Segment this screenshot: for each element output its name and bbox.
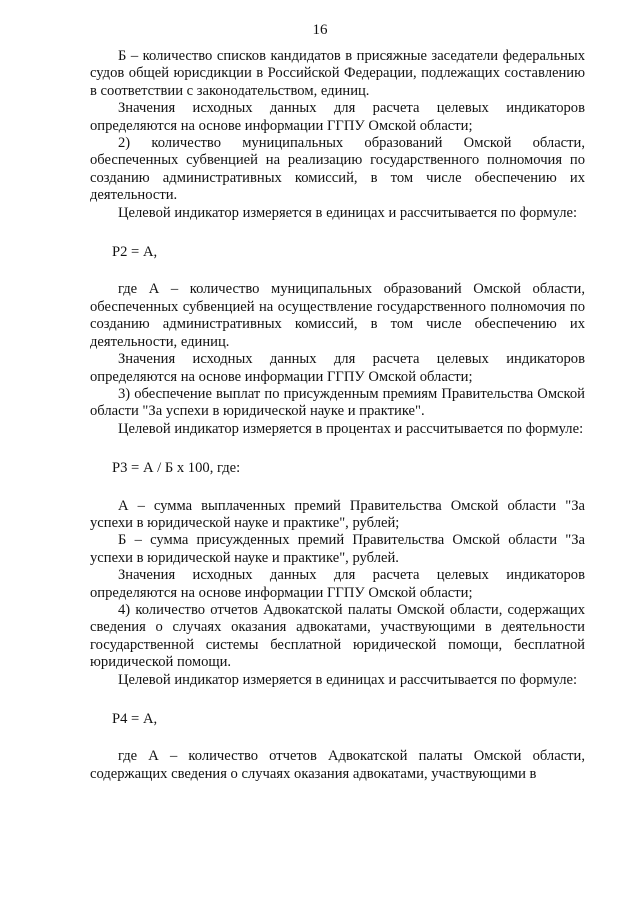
- paragraph-measure-note-3: Целевой индикатор измеряется в единицах и рассчитывается по формуле:: [118, 671, 578, 688]
- paragraph-measure-note-1: Целевой индикатор измеряется в единицах и рассчитывается по формуле:: [118, 204, 578, 221]
- paragraph-measure-note-2: Целевой индикатор измеряется в процентах и рассчитывается по формуле:: [118, 420, 584, 437]
- paragraph-b-definition: Б – количество списков кандидатов в присяжные заседатели федеральных судов общей юрисдикции в Российской Федерации, подлежащих составлению в соответствии с законодательством, единиц.: [90, 48, 585, 99]
- paragraph-a-definition-2: А – сумма выплаченных премий Правительства Омской области "За успехи в юридической науке и практике", рублей;: [90, 497, 585, 531]
- page-number: 16: [312, 22, 328, 38]
- formula-p2: Р2 = А,: [112, 244, 158, 261]
- paragraph-source-note-1: Значения исходных данных для расчета целевых индикаторов определяются на основе информации ГГПУ Омской области;: [90, 100, 585, 134]
- formula-p4: Р4 = А,: [112, 711, 158, 727]
- paragraph-b-definition-2: Б – сумма присужденных премий Правительства Омской области "За успехи в юридической науке и практике", рублей.: [90, 532, 585, 566]
- formula-p3: Р3 = А / Б х 100, где:: [112, 460, 241, 477]
- paragraph-indicator-2: 2) количество муниципальных образований Омской области, обеспеченных субвенцией на реализацию государственного полномочия по созданию административных комиссий, в том числе обеспечению их деятельности.: [90, 135, 585, 204]
- document-body: [90, 48, 585, 783]
- paragraph-indicator-3: 3) обеспечение выплат по присужденным премиям Правительства Омской области "За успехи в юридической науке и практике".: [90, 385, 585, 420]
- paragraph-indicator-4: 4) количество отчетов Адвокатской палаты Омской области, содержащих сведения о случаях оказания адвокатами, участвующими в деятельности государственной системы бесплатной юридической помощи, бесплатной юридической помощи.: [90, 601, 585, 671]
- paragraph-source-note-3: Значения исходных данных для расчета целевых индикаторов определяются на основе информации ГГПУ Омской области;: [90, 567, 585, 601]
- paragraph-source-note-2: Значения исходных данных для расчета целевых индикаторов определяются на основе информации ГГПУ Омской области;: [90, 351, 585, 385]
- paragraph-a-definition-3: где А – количество отчетов Адвокатской палаты Омской области, содержащих сведения о случаях оказания адвокатами, участвующими в: [90, 748, 585, 782]
- paragraph-a-definition-1: где А – количество муниципальных образований Омской области, обеспеченных субвенцией на осуществление государственного полномочия по созданию административных комиссий, в том числе обеспечению их деятельности, единиц.: [90, 281, 585, 350]
